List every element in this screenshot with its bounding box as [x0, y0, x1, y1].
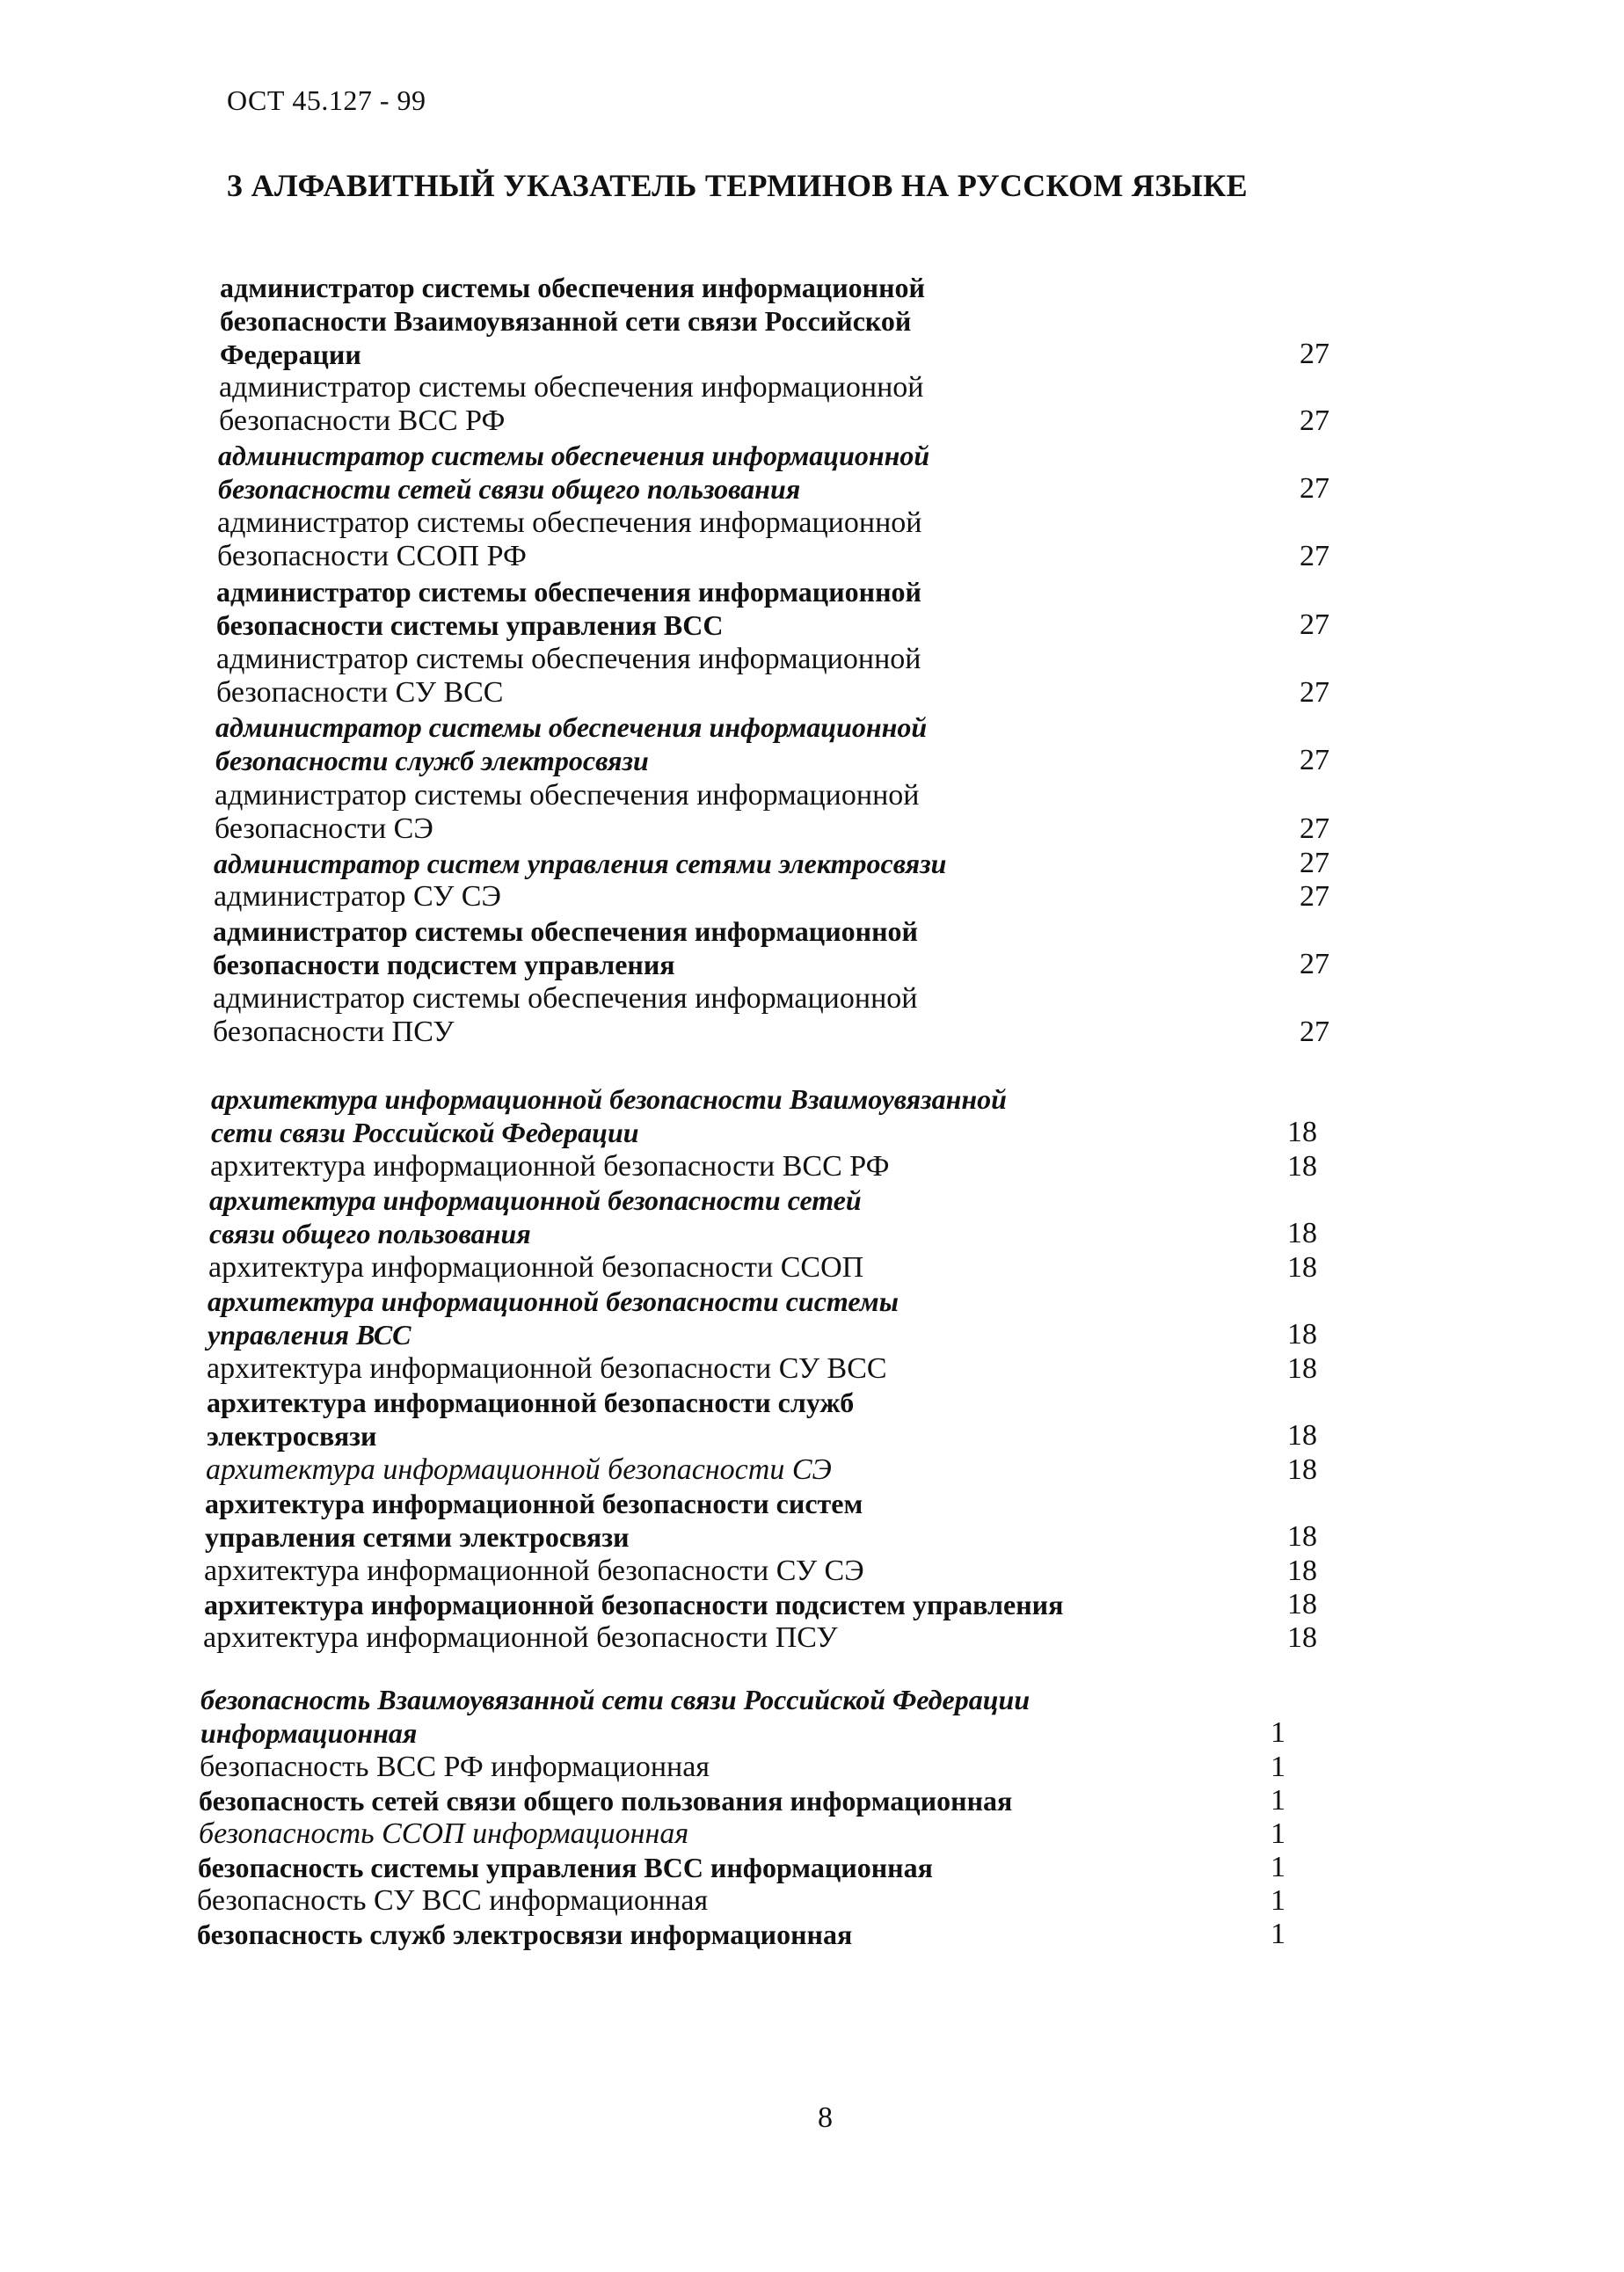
index-entry-line: безопасность ВСС РФ информационная: [200, 1751, 710, 1783]
index-entry-line: Федерации: [220, 339, 361, 370]
index-entry-reference: 27: [1300, 880, 1329, 913]
index-entry-term: [209, 1183, 862, 1250]
index-entry-line: безопасности подсистем управления: [213, 949, 675, 980]
index-entry-line: безопасности системы управления ВСС: [216, 609, 724, 641]
index-entry-term: [197, 1884, 708, 1918]
index-entry-term: [218, 439, 929, 506]
index-entry-term: [200, 1683, 1030, 1750]
index-entry-term: [203, 1621, 838, 1655]
index-entry-term: [204, 1555, 864, 1588]
index-entry-reference: 18: [1287, 1588, 1317, 1620]
index-entry-line: безопасности СЭ: [215, 812, 433, 845]
index-entry-reference: 1: [1271, 1884, 1285, 1917]
index-entry-reference: 18: [1287, 1116, 1317, 1148]
index-entry-line: архитектура информационной безопасности систем: [205, 1488, 863, 1519]
index-entry-line: безопасности служб электросвязи: [215, 745, 649, 776]
index-entry-reference: 18: [1287, 1520, 1317, 1553]
index-entry-line: администратор системы обеспечения информационной: [216, 643, 921, 675]
index-entry-line: архитектура информационной безопасности сетей: [209, 1184, 862, 1216]
index-entry-line: администратор системы обеспечения информационной: [216, 576, 921, 608]
index-entry-term: [199, 1784, 1012, 1817]
index-entry-line: безопасность Взаимоувязанной сети связи Российской Федерации: [200, 1684, 1030, 1715]
section-title: 3 АЛФАВИТНЫЙ УКАЗАТЕЛЬ ТЕРМИНОВ НА РУССКОМ ЯЗЫКЕ: [227, 168, 1248, 203]
index-entry-line: безопасности сетей связи общего пользования: [218, 473, 801, 505]
index-entry-reference: 1: [1271, 1784, 1285, 1817]
page-number: 8: [818, 2101, 833, 2134]
index-entry-reference: 27: [1300, 847, 1329, 879]
index-entry-line: архитектура информационной безопасности СУ ВСС: [207, 1352, 887, 1385]
index-entry-term: [217, 506, 921, 573]
index-entry-line: архитектура информационной безопасности СУ СЭ: [204, 1555, 864, 1587]
index-entry-line: безопасности ССОП РФ: [217, 540, 527, 572]
index-entry-line: архитектура информационной безопасности подсистем управления: [204, 1589, 1064, 1620]
index-entry-line: архитектура информационной безопасности Взаимоувязанной: [211, 1083, 1007, 1115]
index-entry-line: связи общего пользования: [209, 1218, 531, 1249]
index-entry-term: [197, 1918, 852, 1951]
index-entry-line: администратор систем управления сетями электросвязи: [214, 848, 947, 879]
index-entry-reference: 27: [1300, 608, 1329, 641]
index-entry-line: администратор системы обеспечения информационной: [215, 711, 928, 743]
index-entry-term: [215, 779, 919, 846]
index-entry-line: администратор системы обеспечения информационной: [219, 371, 924, 404]
index-entry-line: администратор системы обеспечения информационной: [220, 272, 925, 303]
index-entry-line: архитектура информационной безопасности системы: [208, 1285, 899, 1317]
index-entry-term: [211, 1082, 1007, 1149]
index-entry-term: [204, 1588, 1063, 1621]
index-entry-term: [200, 1751, 710, 1784]
index-entry-reference: 27: [1300, 338, 1329, 370]
index-entry-line: безопасность системы управления ВСС информационная: [198, 1852, 933, 1883]
index-entry-line: сети связи Российской Федерации: [211, 1117, 639, 1148]
index-entry-term: [214, 880, 501, 914]
index-entry-term: [216, 643, 921, 710]
index-entry-reference: 27: [1300, 812, 1329, 845]
index-entry-term: [198, 1851, 933, 1884]
index-entry-reference: 18: [1287, 1318, 1317, 1351]
index-entry-reference: 18: [1287, 1453, 1317, 1486]
index-entry-reference: 18: [1287, 1150, 1317, 1183]
index-entry-term: [215, 710, 927, 777]
index-entry-term: [213, 982, 917, 1049]
index-entry-reference: 18: [1287, 1352, 1317, 1385]
index-entry-reference: 27: [1300, 744, 1329, 776]
index-entry-reference: 18: [1287, 1217, 1317, 1249]
index-entry-line: безопасность СУ ВСС информационная: [197, 1884, 709, 1917]
index-entry-term: [214, 847, 946, 880]
index-entry-line: архитектура информационной безопасности ВСС РФ: [210, 1150, 890, 1183]
index-entry-reference: 1: [1271, 1851, 1285, 1883]
index-entry-line: электросвязи: [207, 1420, 377, 1452]
index-entry-line: архитектура информационной безопасности служб: [207, 1387, 855, 1418]
index-entry-line: безопасности ПСУ: [213, 1016, 455, 1048]
index-entry-term: [206, 1453, 832, 1487]
index-entry-term: [219, 371, 923, 438]
index-entry-term: [199, 1817, 688, 1851]
index-entry-line: администратор системы обеспечения информационной: [213, 915, 918, 947]
index-entry-term: [208, 1285, 899, 1351]
index-entry-reference: 27: [1300, 540, 1329, 572]
index-entry-reference: 18: [1287, 1555, 1317, 1587]
index-entry-term: [207, 1352, 887, 1386]
index-entry-line: администратор системы обеспечения информационной: [218, 440, 930, 471]
index-entry-line: администратор системы обеспечения информационной: [217, 506, 922, 539]
index-entry-reference: 1: [1271, 1716, 1285, 1749]
index-entry-line: управления ВСС: [208, 1319, 411, 1351]
index-entry-term: [216, 575, 921, 642]
document-code: ОСТ 45.127 - 99: [227, 84, 426, 116]
index-entry-line: информационная: [200, 1717, 418, 1749]
index-entry-line: безопасность служб электросвязи информационная: [197, 1919, 853, 1950]
index-entry-term: [207, 1386, 854, 1453]
index-entry-reference: 27: [1300, 472, 1329, 505]
index-entry-line: архитектура информационной безопасности СЭ: [206, 1453, 832, 1486]
index-entry-line: безопасности Взаимоувязанной сети связи Российской: [220, 305, 912, 337]
index-entry-line: архитектура информационной безопасности ССОП: [208, 1251, 864, 1284]
index-entry-reference: 18: [1287, 1419, 1317, 1452]
index-entry-reference: 1: [1271, 1817, 1285, 1850]
index-entry-reference: 27: [1300, 1016, 1329, 1048]
index-entry-reference: 27: [1300, 948, 1329, 980]
index-entry-reference: 27: [1300, 404, 1329, 437]
index-entry-line: администратор системы обеспечения информационной: [215, 779, 920, 812]
index-entry-term: [220, 271, 925, 371]
index-entry-term: [213, 914, 918, 981]
index-entry-term: [205, 1487, 863, 1554]
index-entry-term: [208, 1251, 863, 1285]
index-entry-reference: 27: [1300, 676, 1329, 709]
index-entry-line: безопасность ССОП информационная: [199, 1817, 689, 1850]
index-entry-line: администратор СУ СЭ: [214, 880, 501, 913]
index-entry-reference: 1: [1271, 1751, 1285, 1783]
index-entry-line: архитектура информационной безопасности ПСУ: [203, 1621, 838, 1654]
index-entry-line: управления сетями электросвязи: [205, 1521, 630, 1553]
index-entry-term: [210, 1150, 889, 1183]
index-entry-line: безопасности СУ ВСС: [216, 676, 504, 709]
index-entry-reference: 1: [1271, 1918, 1285, 1950]
index-entry-reference: 18: [1287, 1621, 1317, 1654]
index-entry-reference: 18: [1287, 1251, 1317, 1284]
index-entry-line: безопасность сетей связи общего пользования информационная: [199, 1785, 1013, 1817]
index-entry-line: безопасности ВСС РФ: [219, 404, 506, 437]
index-entry-line: администратор системы обеспечения информационной: [213, 982, 918, 1015]
